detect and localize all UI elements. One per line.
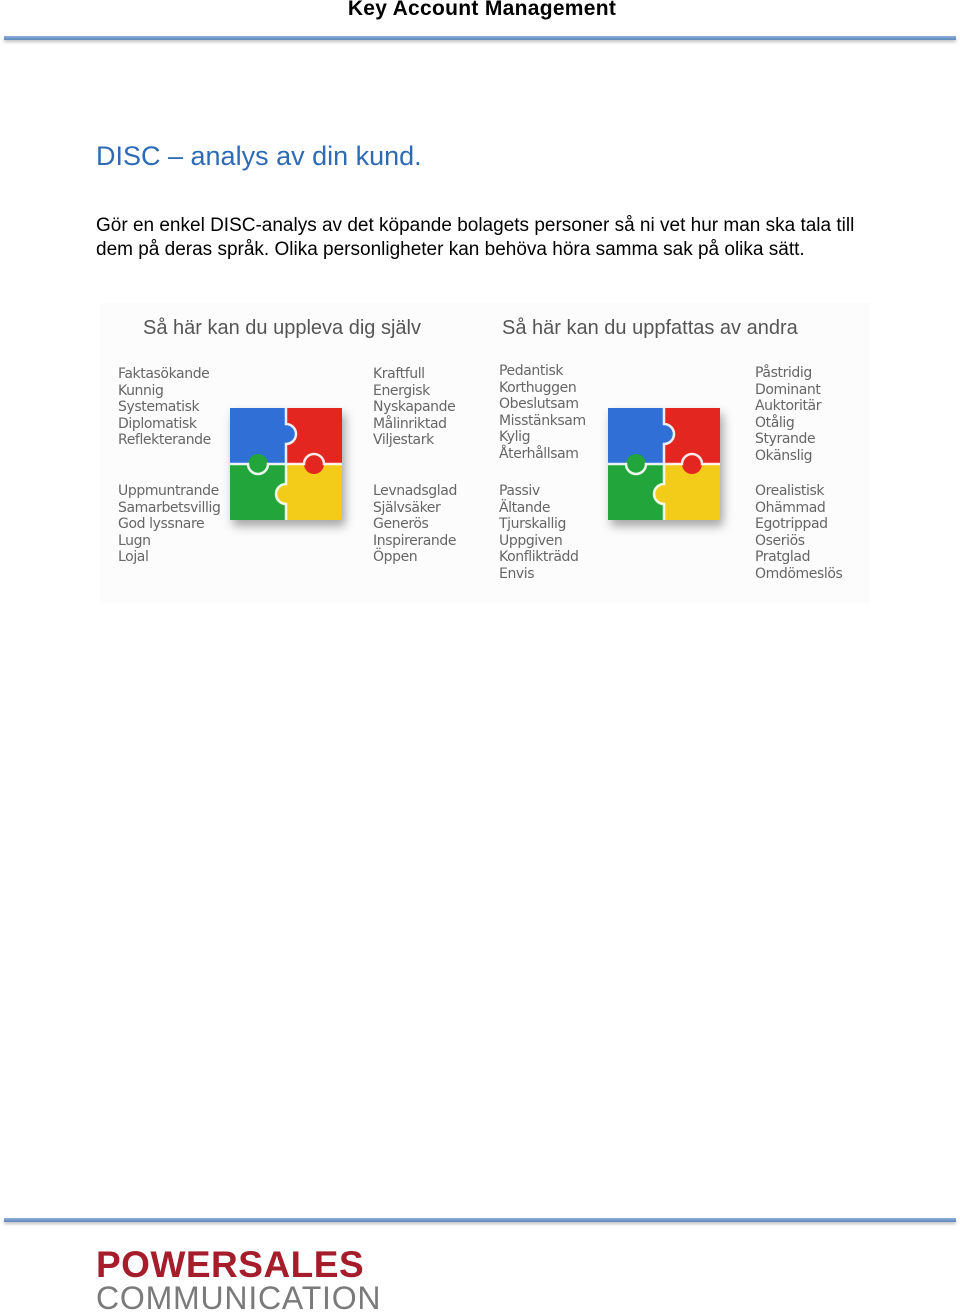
trait-item: Obeslutsam <box>499 396 579 412</box>
trait-item: Reflekterande <box>118 432 211 448</box>
trait-item: Nyskapande <box>373 399 456 415</box>
trait-item: Inspirerande <box>373 532 457 549</box>
header-title: Key Account Management <box>347 0 617 20</box>
disc-puzzle-icon-2 <box>608 408 720 520</box>
trait-item: Okänslig <box>755 447 813 464</box>
trait-item: Systematisk <box>118 399 200 415</box>
trait-item: Misstänksam <box>499 412 586 429</box>
disc-figure <box>100 303 870 603</box>
trait-item: Omdömeslös <box>755 565 843 582</box>
trait-item: Auktoritär <box>755 398 822 414</box>
trait-item: God lyssnare <box>118 516 205 532</box>
trait-item: Återhållsam <box>499 445 579 462</box>
disc-puzzle-icon <box>230 408 342 520</box>
trait-item: Pratglad <box>755 549 811 565</box>
others-expressive-list <box>755 483 842 582</box>
trait-item: Självsäker <box>373 499 441 516</box>
trait-item: Öppen <box>373 549 418 565</box>
self-dominant-list <box>373 366 455 449</box>
trait-item: Kunnig <box>118 382 164 399</box>
footer-rule <box>4 1218 956 1222</box>
page-title: DISC – analys av din kund. <box>96 141 422 171</box>
trait-item: Oseriös <box>755 532 805 549</box>
trait-item: Samarbetsvillig <box>118 499 221 516</box>
right-heading: Så här kan du uppfattas av andra <box>502 317 798 339</box>
trait-item: Konflikträdd <box>499 549 579 565</box>
trait-item: Generös <box>373 516 429 532</box>
trait-item: Tjurskallig <box>499 516 566 532</box>
trait-item: Passiv <box>499 483 540 499</box>
trait-item: Lojal <box>118 549 149 565</box>
others-dominant-list <box>755 365 821 464</box>
self-analytical-list <box>118 366 211 449</box>
self-expressive-list <box>373 483 457 566</box>
trait-item: Lugn <box>118 532 151 549</box>
powersales-logo <box>96 1244 382 1316</box>
trait-item: Kraftfull <box>373 366 425 382</box>
trait-item: Styrande <box>755 431 816 447</box>
self-supportive-list <box>118 483 220 566</box>
trait-item: Diplomatisk <box>118 415 197 432</box>
trait-item: Envis <box>499 565 535 582</box>
trait-item: Levnadsglad <box>373 483 457 499</box>
logo-line-2: COMMUNICATION <box>96 1280 382 1316</box>
header-rule <box>4 36 956 40</box>
trait-item: Faktasökande <box>118 366 210 382</box>
trait-item: Påstridig <box>755 365 812 381</box>
trait-item: Uppgiven <box>499 532 563 549</box>
trait-item: Orealistisk <box>755 483 825 499</box>
others-supportive-list <box>499 483 579 582</box>
trait-item: Målinriktad <box>373 415 447 432</box>
trait-item: Kylig <box>499 429 531 445</box>
trait-item: Otålig <box>755 414 795 431</box>
left-heading: Så här kan du uppleva dig själv <box>143 317 421 339</box>
trait-item: Uppmuntrande <box>118 483 219 499</box>
trait-item: Ältande <box>499 499 551 516</box>
trait-item: Viljestark <box>373 432 434 448</box>
trait-item: Dominant <box>755 381 821 398</box>
intro-paragraph: Gör en enkel DISC-analys av det köpande bolagets personer så ni vet hur man ska tala till dem på deras språk. Olika personligheter kan behöva höra samma sak på olika sätt. <box>96 215 855 260</box>
others-analytical-list <box>499 363 586 462</box>
trait-item: Energisk <box>373 382 430 399</box>
trait-item: Ohämmad <box>755 499 826 516</box>
trait-item: Egotrippad <box>755 516 828 532</box>
trait-item: Pedantisk <box>499 363 564 379</box>
logo-line-1: POWERSALES <box>96 1244 365 1285</box>
trait-item: Korthuggen <box>499 379 577 396</box>
